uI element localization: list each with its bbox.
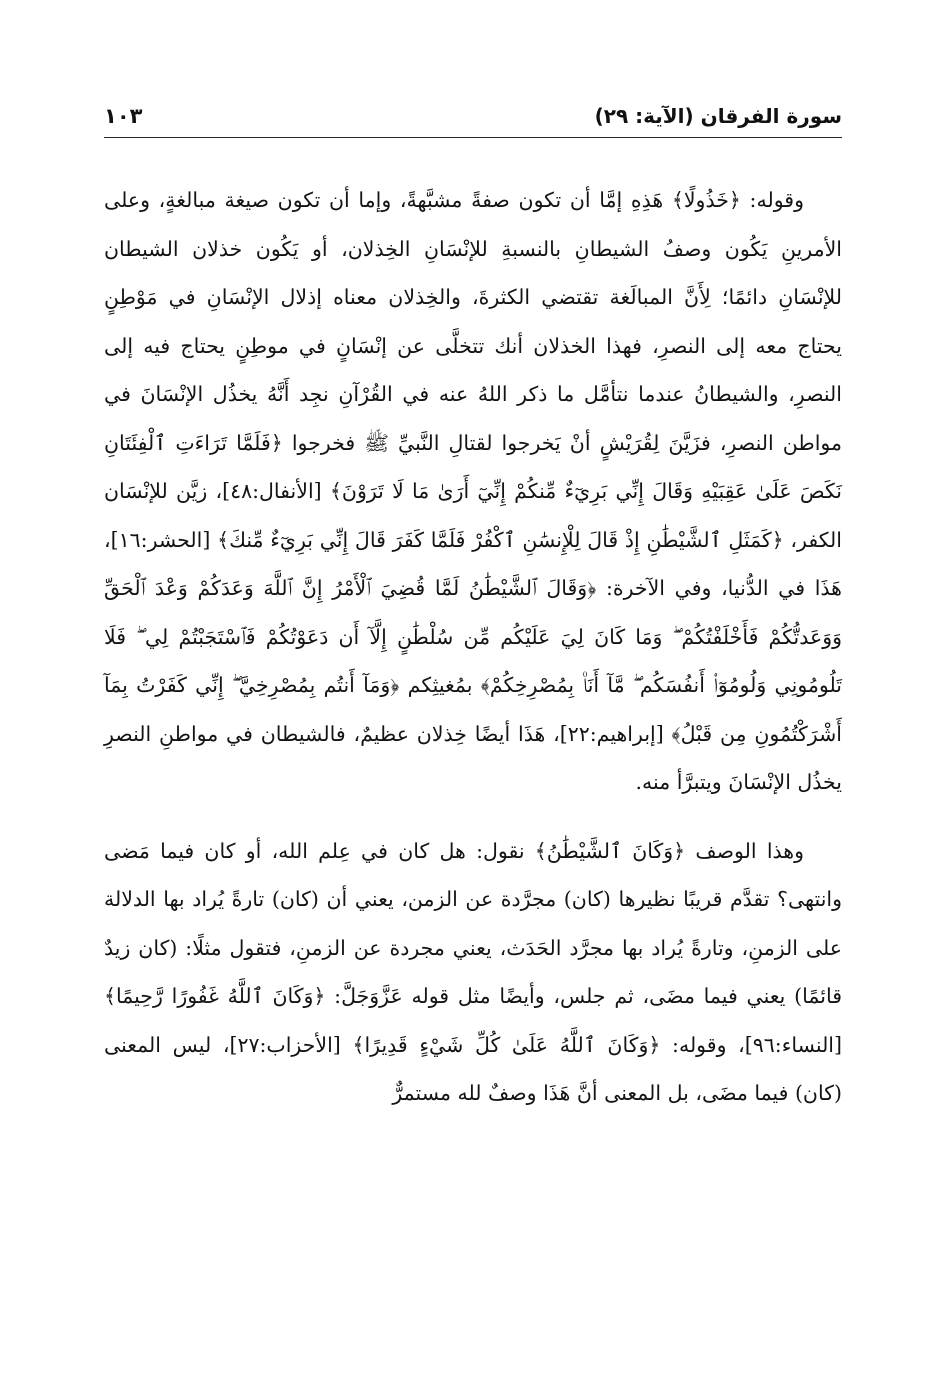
page-header xyxy=(104,100,842,140)
body-text xyxy=(104,176,842,1118)
paragraph-2: وهذا الوصف ﴿وَكَانَ ٱلشَّيْطَٰنُ﴾ نقول: هل كان في عِلم الله، أو كان فيما مَضى وانتهى؟ تقدَّم قريبًا نظيرها (كان) مجرَّدة عن الزمن، يعني أن (كان) تارةً يُراد بها الدلالة على الزمنِ، وتارةً يُراد بها مجرَّد الحَدَث، يعني مجردة عن الزمنِ، فتقول مثلًا: (كان زيدٌ قائمًا) يعني فيما مضَى، ثم جلس، وأيضًا مثل قوله عَزَّوَجَلَّ: ﴿وَكَانَ ٱللَّهُ غَفُورًا رَّحِيمًا﴾ [النساء:٩٦]، وقوله: ﴿وَكَانَ ٱللَّهُ عَلَىٰ كُلِّ شَيْءٍ قَدِيرًا﴾ [الأحزاب:٢٧]، ليس المعنى (كان) فيما مضَى، بل المعنى أنَّ هَذَا وصفٌ لله مستمرٌّ xyxy=(104,838,843,1105)
page-number: ١٠٣ xyxy=(104,104,143,128)
paragraph-1: وقوله: ﴿خَذُولًا﴾ هَذِهِ إمَّا أن تكون صفةً مشبَّهةً، وإما أن تكون صيغة مبالغةٍ، وعلى الأمرينِ يَكُون وصفُ الشيطانِ بالنسبةِ للإنْسَانِ الخِذلان، أو يَكُون خذلان الشيطان للإنْسَانِ دائمًا؛ لِأَنَّ المبالَغة تقتضي الكثرةَ، والخِذلان معناه إذلال الإنْسَانِ في مَوْطِنٍ يحتاج معه إلى النصرِ، فهذا الخذلان أنك تتخلَّى عن إنْسَانٍ في موطِنٍ يحتاج فيه إلى النصرِ، والشيطانُ عندما نتأمَّل ما ذكر اللهُ عنه في القُرْآنِ نجِد أَنَّهُ يخذُل الإنْسَانَ في مواطن النصرِ، فزَيَّنَ لِقُرَيْشٍ أنْ يَخرجوا لقتالِ النَّبيِّ ﷺ فخرجوا ﴿فَلَمَّا تَرَاءَتِ ٱلْفِئَتَانِ نَكَصَ عَلَىٰ عَقِبَيْهِ وَقَالَ إِنِّي بَرِيٓءٌ مِّنكُمْ إِنِّيٓ أَرَىٰ مَا لَا تَرَوْنَ﴾ [الأنفال:٤٨]، زيَّن للإنْسَان الكفر، ﴿كَمَثَلِ ٱلشَّيْطَٰنِ إِذْ قَالَ لِلْإِنسَٰنِ ٱكْفُرْ فَلَمَّا كَفَرَ قَالَ إِنِّي بَرِيٓءٌ مِّنكَ﴾ [الحشر:١٦]، هَذَا في الدُّنيا، وفي الآخرة: ﴿وَقَالَ ٱلشَّيْطَٰنُ لَمَّا قُضِيَ ٱلْأَمْرُ إِنَّ ٱللَّهَ وَعَدَكُمْ وَعْدَ ٱلْحَقِّ وَوَعَدتُّكُمْ فَأَخْلَفْتُكُمْ ۖ وَمَا كَانَ لِيَ عَلَيْكُم مِّن سُلْطَٰنٍ إِلَّآ أَن دَعَوْتُكُمْ فَٱسْتَجَبْتُمْ لِي ۖ فَلَا تَلُومُونِي وَلُومُوٓا۟ أَنفُسَكُم ۖ مَّآ أَنَا۠ بِمُصْرِخِكُمْ﴾ بمُغيثِكم ﴿وَمَآ أَنتُم بِمُصْرِخِيَّ ۖ إِنِّي كَفَرْتُ بِمَآ أَشْرَكْتُمُونِ مِن قَبْلُ﴾ [إبراهيم:٢٢]، هَذَا أيضًا خِذلان عظيمٌ، فالشيطان في مواطنِ النصرِ يخذُل الإنْسَانَ ويتبرَّأ منه. xyxy=(104,188,842,794)
header-divider xyxy=(104,137,842,138)
running-title: سورة الفرقان (الآية: ٢٩) xyxy=(594,104,842,128)
